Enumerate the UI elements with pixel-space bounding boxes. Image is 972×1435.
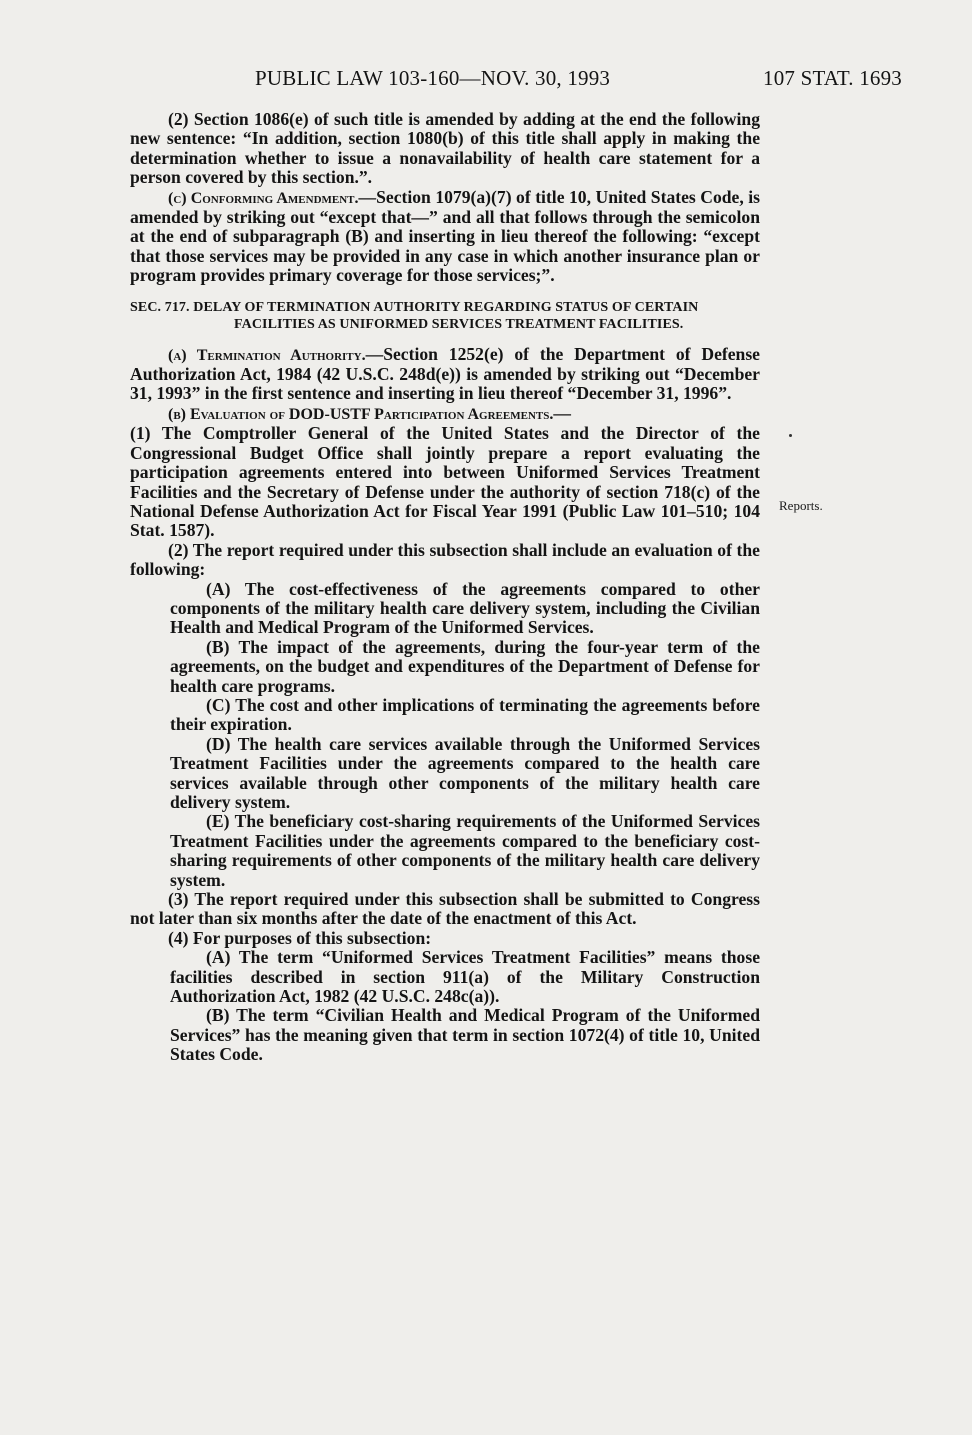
paragraph-a — [130, 345, 760, 404]
paragraph-a-text: —Section 1252(e) of the Department of Defense Authorization Act, 1984 (42 U.S.C. 248d(e)) is amended by striking out “December 31, 1993” in the first sentence and inserting in lieu thereof “December 31, 1996”. — [130, 343, 760, 404]
margin-dot — [789, 434, 792, 437]
paragraph-b-heading: (b) Evaluation of DOD-USTF Participation Agreements. — [168, 405, 554, 423]
paragraph-b4: (4) For purposes of this subsection: — [168, 927, 432, 948]
document-body — [130, 110, 760, 1065]
paragraph-b2-B: (B) The impact of the agreements, during the four-year term of the agreements, on the budget and expenditures of the Department of Defense for health care programs. — [170, 636, 760, 696]
paragraph-b4-A: (A) The term “Uniformed Services Treatment Facilities” means those facilities described in section 911(a) of the Military Construction Authorization Act, 1982 (42 U.S.C. 248c(a)). — [170, 947, 760, 1007]
paragraph-b-dash: — — [553, 402, 571, 423]
paragraph-c — [130, 188, 760, 286]
paragraph-b1: (1) The Comptroller General of the United States and the Director of the Congressional Budget Office shall jointly prepare a report evaluating the participation agreements entered into between Uniformed Services Treatment Facilities and the Secretary of Defense under the authority of section 718(c) of the National Defense Authorization Act for Fiscal Year 1991 (Public Law 101–510; 104 Stat. 1587). — [130, 423, 760, 541]
paragraph-b2-D: (D) The health care services available through the Uniformed Services Treatment Facilities under the agreements compared to the health care services available through other components of the military health care delivery system. — [170, 733, 760, 812]
paragraph-b2-E: (E) The beneficiary cost-sharing requirements of the Uniformed Services Treatment Facilities under the agreements compared to the beneficiary cost-sharing requirements of other components of the military health care delivery system. — [170, 811, 760, 890]
paragraph-c-text: —Section 1079(a)(7) of title 10, United States Code, is amended by striking out “except that—” and all that follows through the semicolon at the end of subparagraph (B) and inserting in lieu thereof the following: “except that those services may be provided in any case in which another insurance plan or program provides primary coverage for those services;”. — [130, 186, 760, 286]
margin-note-reports: Reports. — [779, 498, 823, 513]
header-title: PUBLIC LAW 103-160—NOV. 30, 1993 — [255, 66, 611, 90]
paragraph-b2-C: (C) The cost and other implications of terminating the agreements before their expiration. — [170, 694, 760, 735]
section-heading: SEC. 717. DELAY OF TERMINATION AUTHORITY REGARDING STATUS OF CERTAIN FACILITIES AS UNIFORMED SERVICES TREATMENT FACILITIES. — [130, 299, 699, 332]
paragraph-c-heading: (c) Conforming Amendment. — [168, 189, 359, 207]
paragraph-b2-A: (A) The cost-effectiveness of the agreements compared to other components of the military health care delivery system, including the Civilian Health and Medical Program of the Uniformed Services. — [170, 578, 760, 638]
header-stat-page: 107 STAT. 1693 — [763, 66, 902, 90]
paragraph-b3: (3) The report required under this subsection shall be submitted to Congress not later than six months after the date of the enactment of this Act. — [130, 889, 760, 929]
paragraph-2: (2) Section 1086(e) of such title is amended by adding at the end the following new sentence: “In addition, section 1080(b) of this title shall apply in making the determination whether to issue a nonavailability of health care statement for a person covered by this section.”. — [130, 109, 760, 188]
paragraph-a-heading: (a) Termination Authority. — [168, 346, 366, 364]
page-header — [130, 66, 902, 96]
paragraph-b2: (2) The report required under this subsection shall include an evaluation of the following: — [130, 539, 760, 580]
paragraph-b — [130, 404, 760, 424]
paragraph-b4-B: (B) The term “Civilian Health and Medical Program of the Uniformed Services” has the meaning given that term in section 1072(4) of title 10, United States Code. — [170, 1005, 760, 1065]
